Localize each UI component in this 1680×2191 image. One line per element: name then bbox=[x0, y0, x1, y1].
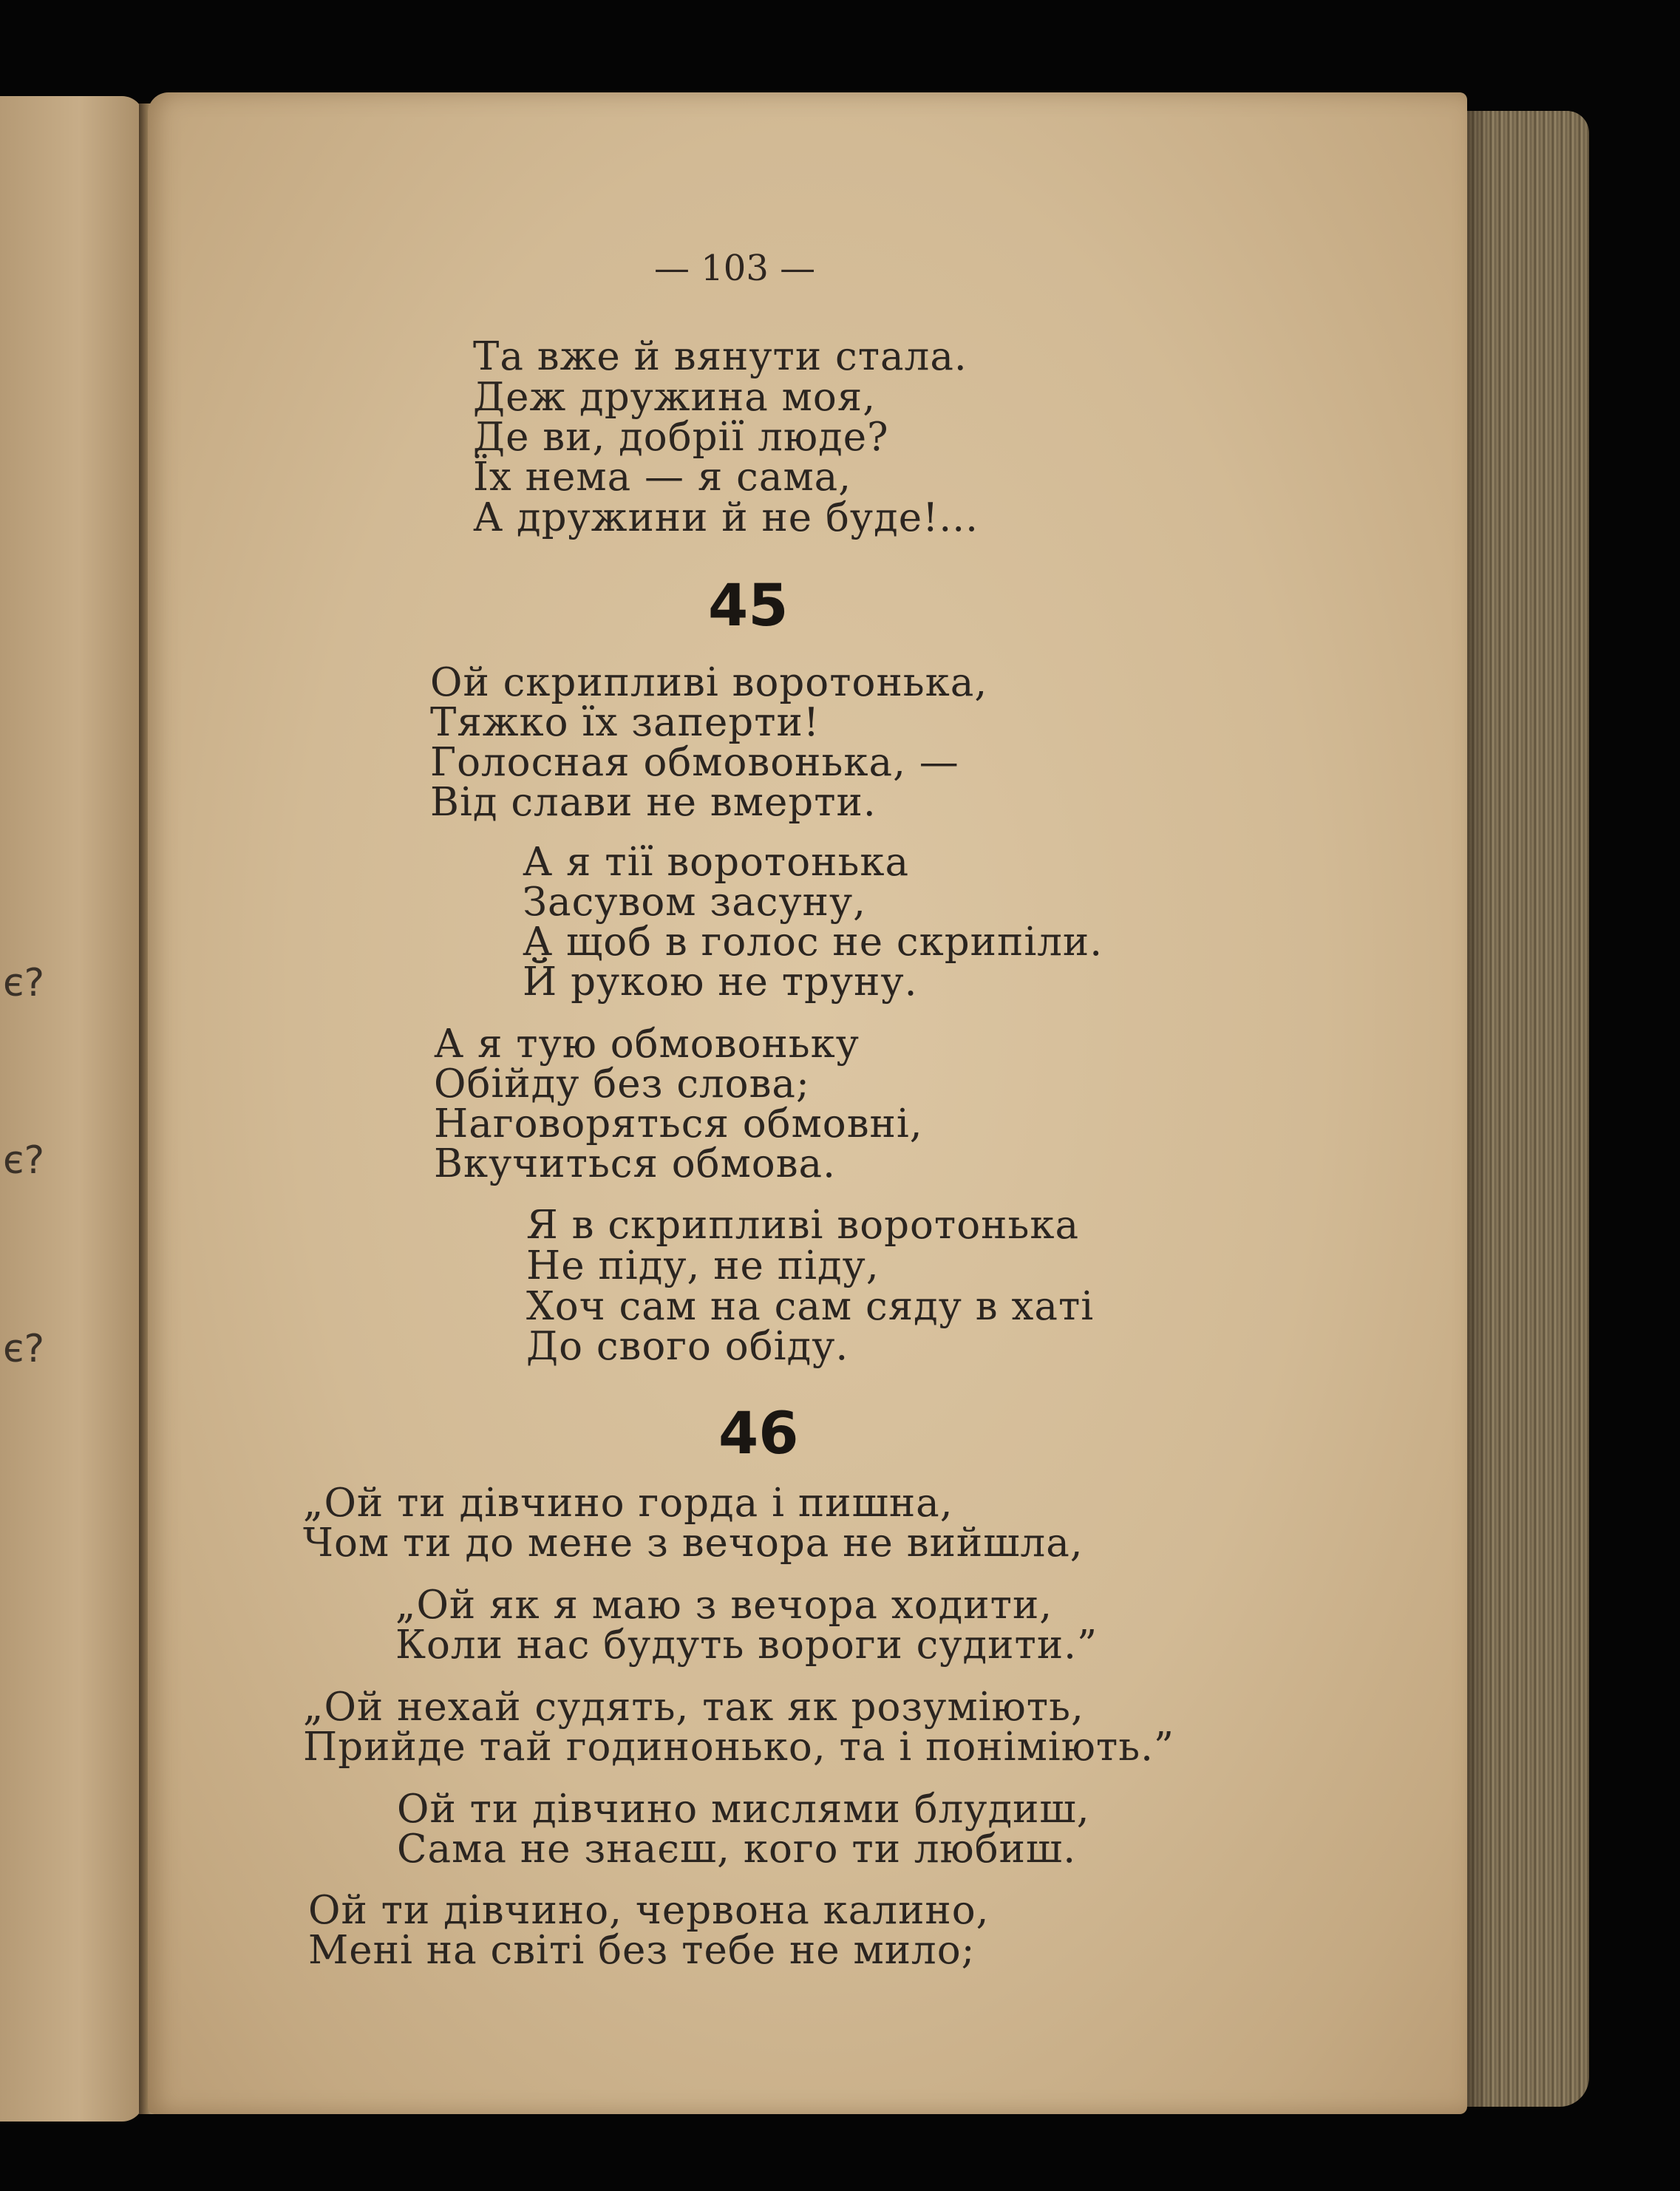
verse-line: А щоб в голос не скрипіли. bbox=[523, 920, 1103, 965]
verse-line: До свого обіду. bbox=[526, 1324, 849, 1369]
verse-line: Наговоряться обмовні, bbox=[434, 1101, 923, 1147]
left-page-fragment: є? bbox=[3, 1327, 45, 1371]
verse-line: А дружини й не буде!... bbox=[473, 495, 979, 540]
verse-line: Не піду, не піду, bbox=[526, 1243, 880, 1288]
verse-line: Та вже й вянути стала. bbox=[473, 334, 967, 379]
verse-line: Ой ти дівчино, червона калино, bbox=[308, 1888, 990, 1933]
poem-number-46: 46 bbox=[718, 1401, 799, 1467]
verse-line: „Ой як я маю з вечора ходити, bbox=[395, 1583, 1053, 1628]
verse-line: Сама не знаєш, кого ти любиш. bbox=[397, 1827, 1077, 1872]
left-page bbox=[0, 96, 144, 2122]
verse-line: Хоч сам на сам сяду в хаті bbox=[526, 1284, 1095, 1329]
left-page-fragment: є? bbox=[3, 1138, 45, 1183]
verse-line: Ой скрипливі воротонька, bbox=[430, 660, 988, 705]
verse-line: Голосная обмовонька, — bbox=[430, 740, 959, 785]
verse-line: Тяжко їх заперти! bbox=[430, 700, 820, 745]
verse-line: Мені на світі без тебе не мило; bbox=[308, 1928, 976, 1973]
verse-line: Коли нас будуть вороги судити.” bbox=[395, 1623, 1098, 1668]
verse-line: А я тую обмовоньку bbox=[434, 1022, 860, 1067]
verse-line: Я в скрипливі воротонька bbox=[526, 1203, 1080, 1248]
page-number: — 103 — bbox=[654, 248, 816, 289]
verse-line: Прийде тай годинонько, та і поніміють.” bbox=[303, 1725, 1175, 1770]
verse-line: Деж дружина моя, bbox=[473, 375, 877, 420]
verse-line: А я тії воротонька bbox=[523, 840, 910, 885]
verse-line: Засувом засуну, bbox=[523, 880, 867, 925]
left-page-fragment: є? bbox=[3, 961, 45, 1005]
verse-line: Вкучиться обмова. bbox=[434, 1141, 836, 1186]
verse-line: Їх нема — я сама, bbox=[473, 455, 852, 500]
verse-line: Де ви, добрії люде? bbox=[473, 415, 889, 460]
verse-line: Від слави не вмерти. bbox=[430, 780, 877, 825]
verse-line: „Ой нехай судять, так як розуміють, bbox=[303, 1685, 1084, 1730]
verse-line: „Ой ти дівчино горда і пишна, bbox=[303, 1481, 953, 1526]
verse-line: Обійду без слова; bbox=[434, 1061, 810, 1107]
poem-number-45: 45 bbox=[708, 573, 789, 639]
verse-line: Ой ти дівчино мислями блудиш, bbox=[397, 1787, 1090, 1832]
verse-line: Чом ти до мене з вечора не вийшла, bbox=[303, 1521, 1084, 1566]
verse-line: Й рукою не труну. bbox=[523, 959, 918, 1005]
